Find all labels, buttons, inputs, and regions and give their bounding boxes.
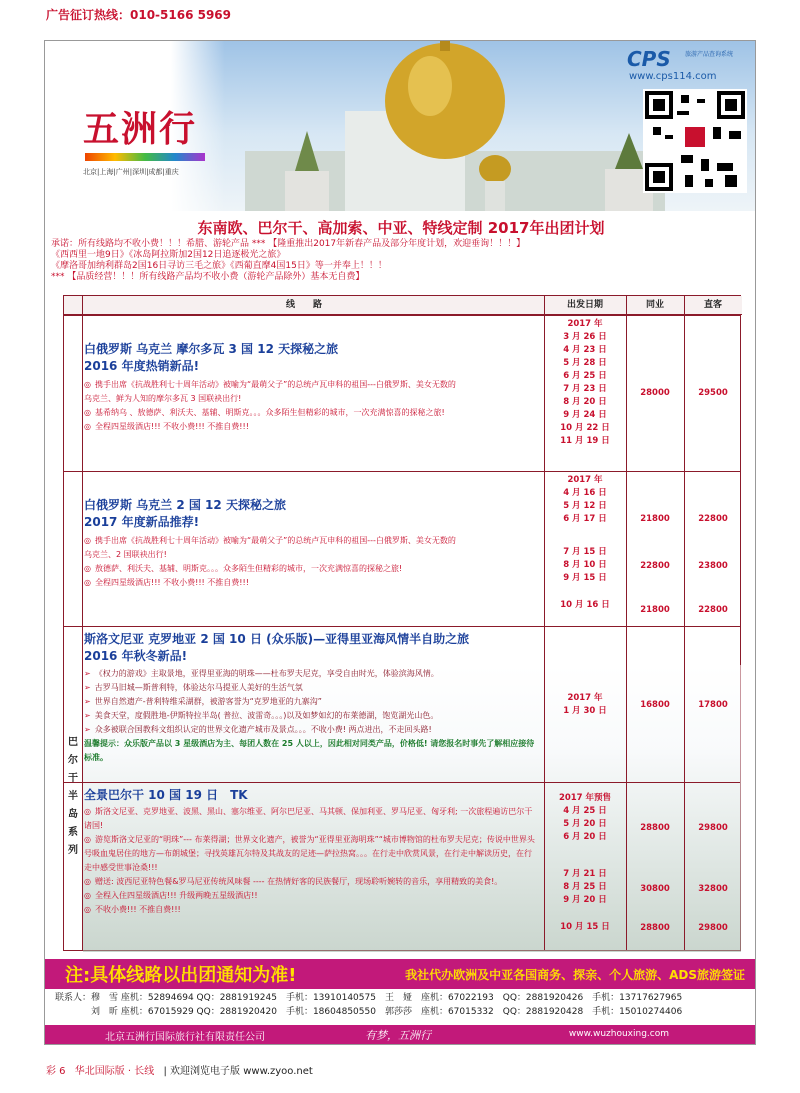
date-item: 7 月 15 日: [563, 547, 607, 557]
date-item: 7 月 21 日: [563, 869, 607, 879]
date-item: 2017 年: [567, 319, 603, 329]
tour-bullet: [84, 392, 536, 406]
date-item: 2017 年: [567, 475, 603, 485]
tour-bullet: [84, 889, 536, 903]
bullet-text: 全程四星级酒店!!! 不收小费!!! 不推自费!!!: [94, 422, 249, 431]
bullet-text: 斯洛文尼亚、克罗地亚、波黑、黑山、塞尔维亚、阿尔巴尼亚、马其顿、保加利亚、罗马尼亚、匈牙利; 一次旅程遍访巴尔干诸国!: [84, 807, 533, 830]
bullet-text: 敖德萨、利沃夫、基辅、明斯克。。。众多陌生但精彩的城市，一次充满惊喜的探秘之旅!: [94, 564, 403, 573]
tour-bullet: [84, 805, 536, 833]
date-item: 5 月 20 日: [563, 819, 607, 829]
direct-price: 29800: [698, 923, 728, 933]
date-item: 8 月 20 日: [563, 397, 607, 407]
date-item: 11 月 19 日: [560, 436, 610, 446]
date-item: 5 月 12 日: [563, 501, 607, 511]
bullet-text: 游览斯洛文尼亚的“明珠”--- 布莱得湖；世界文化遗产，被誉为“亚得里亚海明珠”“城市博物馆的杜布罗夫尼克；传说中世界头号吸血鬼居住的地方—布朗城堡；寻找英雄瓦尔特及其战友的足迹—萨拉热窝。。。在行走中欣赏风景，在行走中解读历史，在行走中感受世事沧桑!!!: [84, 835, 535, 872]
tour-bullet: [84, 833, 536, 875]
divider: [82, 296, 83, 950]
bullet-icon: ◎: [84, 905, 91, 914]
notice-line: 《摩洛哥加纳利群岛2国16日寻访三毛之旅》《西葡直摩4国15日》等一并奉上！！！: [51, 261, 387, 271]
contacts: [55, 991, 682, 1019]
ad-page: [44, 40, 756, 1045]
date-item: 1 月 30 日: [563, 706, 607, 716]
bullet-text: 全程四星级酒店!!! 不收小费!!! 不推自费!!!: [94, 578, 249, 587]
company-name: 北京五洲行国际旅行社有限责任公司: [105, 1032, 265, 1043]
peer-price: 21800: [640, 514, 670, 524]
series-side-label: [64, 315, 82, 951]
tour-section: [84, 630, 536, 765]
company-website[interactable]: www.wuzhouxing.com: [568, 1029, 669, 1039]
direct-price: 23800: [698, 561, 728, 571]
tour-bullet: [84, 406, 536, 420]
headline: 东南欧、巴尔干、高加索、中亚、特线定制 2017年出团计划: [197, 219, 605, 237]
bullet-text: 乌克兰、鲜为人知的摩尔多瓦 3 国联袂出行!: [84, 394, 242, 403]
date-spacer: [544, 844, 626, 868]
bullet-icon: ◎: [84, 408, 91, 417]
notice-line: 《西西里一地9日》《冰岛阿拉斯加2国12日追逐极光之旅》: [51, 250, 286, 260]
date-spacer: [544, 585, 626, 599]
org-bar: [45, 1025, 756, 1045]
bullet-text: 美食天堂，度假胜地-伊斯特拉半岛( 普拉、波雷奇。。。)以及如梦如幻的布莱德湖，饱览湖光山色。: [94, 711, 439, 720]
date-item: 6 月 25 日: [563, 371, 607, 381]
date-item: 8 月 10 日: [563, 560, 607, 570]
footer-slogan: 我社代办欧洲及中亚各国商务、探亲、个人旅游、ADS旅游签证: [405, 968, 745, 982]
bullet-text: 古罗马旧城—斯普利特，体验达尔马提亚人美好的生活气氛: [94, 683, 303, 692]
date-item: 4 月 25 日: [563, 806, 607, 816]
page-number: 彩 6: [46, 1066, 66, 1077]
banner-photo: [45, 41, 756, 211]
tour-bullet: [84, 723, 536, 737]
tour-bullet: [84, 548, 536, 562]
qr-code-icon: [643, 89, 747, 193]
date-item: 10 月 22 日: [560, 423, 610, 433]
side-char: 岛: [68, 809, 78, 820]
tour-subtitle: 2016 年度热销新品!: [84, 359, 200, 373]
side-char: 干: [68, 773, 78, 784]
cps-mark: CPS: [627, 47, 671, 71]
bullet-text: 全程入住四星级酒店!!! 升级两晚五星级酒店!!: [94, 891, 258, 900]
departure-dates: [544, 474, 626, 612]
side-char: 列: [68, 845, 78, 856]
peer-price: 28800: [640, 923, 670, 933]
contact-row: 刘 昕 座机：67015929 QQ：2881920420 手机：18604850550 郭莎莎 座机：67015332 QQ：2881920428 手机：15010274406: [55, 1007, 683, 1017]
direct-price: 17800: [698, 700, 728, 710]
date-item: 4 月 23 日: [563, 345, 607, 355]
cps-logo: [627, 47, 747, 83]
ad-hotline: 广告征订热线：010-5166 5969: [46, 8, 232, 22]
brand-cities: 北京|上海|广州|深圳|成都|重庆: [83, 168, 179, 176]
tour-bullet: [84, 681, 536, 695]
bullet-text: 不收小费!!! 不推自费!!!: [94, 905, 181, 914]
date-item: 2017 年: [567, 693, 603, 703]
bullet-text: 乌克兰、2 国联袂出行!: [84, 550, 167, 559]
side-char: 尔: [68, 755, 78, 766]
date-item: 6 月 17 日: [563, 514, 607, 524]
bullet-icon: ◎: [84, 877, 91, 886]
side-char: 系: [68, 827, 78, 838]
direct-price: 22800: [698, 514, 728, 524]
edition-label: 华北国际版 · 长线: [74, 1066, 155, 1077]
arrow-icon: ➢: [84, 669, 91, 678]
peer-price: 30800: [640, 884, 670, 894]
bullet-text: 众多被联合国教科文组织认定的世界文化遗产城市及景点。。。不收小费! 两点进出，不走回头路!: [94, 725, 432, 734]
rainbow-bar: [85, 153, 205, 161]
tour-bullet: [84, 378, 536, 392]
bullet-text: 携手出席《抗战胜利七十周年活动》被喻为“最萌父子”的总统卢瓦申科的祖国---白俄罗斯、美女无数的: [94, 536, 456, 545]
date-item: 9 月 15 日: [563, 573, 607, 583]
bullet-icon: ◎: [84, 835, 91, 844]
bullet-text: 携手出席《抗战胜利七十周年活动》被喻为“最萌父子”的总统卢瓦申科的祖国---白俄罗斯、美女无数的: [94, 380, 456, 389]
tour-subtitle: 2016 年秋冬新品!: [84, 649, 188, 663]
date-item: 10 月 15 日: [560, 922, 610, 932]
peer-price: 22800: [640, 561, 670, 571]
ebook-link[interactable]: 欢迎浏览电子版 www.zyoo.net: [170, 1066, 313, 1077]
arrow-icon: ➢: [84, 725, 91, 734]
bullet-icon: ◎: [84, 578, 91, 587]
footer-note: 注:具体线路以出团通知为准!: [65, 965, 297, 986]
bullet-icon: ◎: [84, 422, 91, 431]
tour-section: [84, 786, 536, 917]
bullet-icon: ◎: [84, 807, 91, 816]
bullet-icon: ◎: [84, 891, 91, 900]
header-direct: 直客: [684, 296, 742, 315]
bullet-text: 赠送: 波西尼亚特色餐&罗马尼亚传统风味餐 ---- 在热情好客的民族餐厅，现场聆听婉转的音乐，享用精致的美食!。: [94, 877, 503, 886]
date-spacer: [544, 907, 626, 921]
departure-dates: [544, 318, 626, 448]
departure-dates: [544, 792, 626, 934]
date-item: 9 月 24 日: [563, 410, 607, 420]
peer-price: 16800: [640, 700, 670, 710]
date-item: 2017 年预售: [558, 793, 612, 803]
date-item: 4 月 16 日: [563, 488, 607, 498]
tour-bullet: [84, 695, 536, 709]
cps-subtitle: 旅游产品查询系统: [685, 51, 734, 58]
direct-price: 29800: [698, 823, 728, 833]
tour-section: [84, 340, 536, 434]
divider: [64, 471, 740, 472]
direct-price: 29500: [698, 388, 728, 398]
tour-title: 全景巴尔干 10 国 19 日 TK: [84, 788, 248, 802]
tour-bullet: [84, 903, 536, 917]
tour-title: 斯洛文尼亚 克罗地亚 2 国 10 日 (众乐版)—亚得里亚海风情半自助之旅: [84, 632, 470, 646]
direct-price: 32800: [698, 884, 728, 894]
header-date: 出发日期: [544, 296, 626, 315]
date-item: 10 月 16 日: [560, 600, 610, 610]
direct-price: 22800: [698, 605, 728, 615]
arrow-icon: ➢: [84, 697, 91, 706]
date-item: 9 月 20 日: [563, 895, 607, 905]
brand-logo: 五洲行: [83, 108, 198, 150]
cps-url: www.cps114.com: [629, 71, 717, 82]
tour-bullet: [84, 576, 536, 590]
brand-logo-area: [45, 41, 225, 211]
date-item: 7 月 23 日: [563, 384, 607, 394]
departure-dates: [544, 692, 626, 718]
date-item: 6 月 20 日: [563, 832, 607, 842]
tour-bullet: [84, 534, 536, 548]
divider: [64, 315, 740, 316]
tour-subtitle: 2017 年度新品推荐!: [84, 515, 200, 529]
tour-bullet: [84, 875, 536, 889]
peer-price: 28800: [640, 823, 670, 833]
tour-bullet: [84, 667, 536, 681]
page-footer: 彩 6 华北国际版 · 长线 | 欢迎浏览电子版 www.zyoo.net: [46, 1066, 313, 1077]
notice-block: [51, 239, 751, 283]
tour-bullet: [84, 562, 536, 576]
bullet-text: 基希纳乌 、敖德萨、利沃夫、基辅、明斯克。。。众多陌生但精彩的城市，一次充满惊喜的探秘之旅!: [94, 408, 445, 417]
date-item: 3 月 26 日: [563, 332, 607, 342]
peer-price: 21800: [640, 605, 670, 615]
tour-title: 白俄罗斯 乌克兰 摩尔多瓦 3 国 12 天探秘之旅: [84, 342, 339, 356]
bullet-text: 世界自然遗产-普利特维采湖群，被游客誉为“克罗地亚的九寨沟”: [94, 697, 322, 706]
peer-price: 28000: [640, 388, 670, 398]
header-route: 线 路: [64, 296, 544, 315]
tour-bullet: [84, 420, 536, 434]
divider: [684, 296, 685, 950]
date-item: 5 月 28 日: [563, 358, 607, 368]
contact-row: 联系人：穆 雪 座机：52894694 QQ：2881919245 手机：13910140575 王 娅 座机：67022193 QQ：2881920426 手机：13717627965: [55, 993, 683, 1003]
notice-line: *** 【品质经营！！！所有线路产品均不收小费（游轮产品除外）基本无自费】: [51, 272, 365, 282]
arrow-icon: ➢: [84, 683, 91, 692]
header-peer: 同业: [626, 296, 684, 315]
bullet-text: 《权力的游戏》主取景地，亚得里亚海的明珠——杜布罗夫尼克，享受自由时光，体验滨海风情。: [94, 669, 439, 678]
tour-tip: 温馨提示：众乐版产品以 3 星级酒店为主、每团人数在 25 人以上，因此相对同类产品，价格低! 请您报名时事先了解相应接待标准。: [84, 739, 535, 762]
divider: [64, 782, 740, 783]
bullet-icon: ◎: [84, 536, 91, 545]
side-char: 半: [68, 791, 78, 802]
divider: [64, 626, 740, 627]
notice-line: 承诺：所有线路均不收小费！！！希腊、游轮产品 *** 【隆重推出2017年新春产品及部分年度计划，欢迎垂询！！！】: [51, 239, 526, 249]
company-tagline: 有梦，五洲行: [365, 1029, 431, 1042]
tour-bullet: [84, 709, 536, 723]
date-spacer: [544, 526, 626, 546]
bullet-icon: ◎: [84, 380, 91, 389]
tour-table: [63, 295, 741, 951]
bullet-icon: ◎: [84, 564, 91, 573]
arrow-icon: ➢: [84, 711, 91, 720]
date-item: 8 月 25 日: [563, 882, 607, 892]
footer-bar: [45, 959, 756, 989]
side-char: 巴: [68, 737, 78, 748]
divider: [626, 296, 627, 950]
tour-title: 白俄罗斯 乌克兰 2 国 12 天探秘之旅: [84, 498, 286, 512]
tour-section: [84, 496, 536, 590]
